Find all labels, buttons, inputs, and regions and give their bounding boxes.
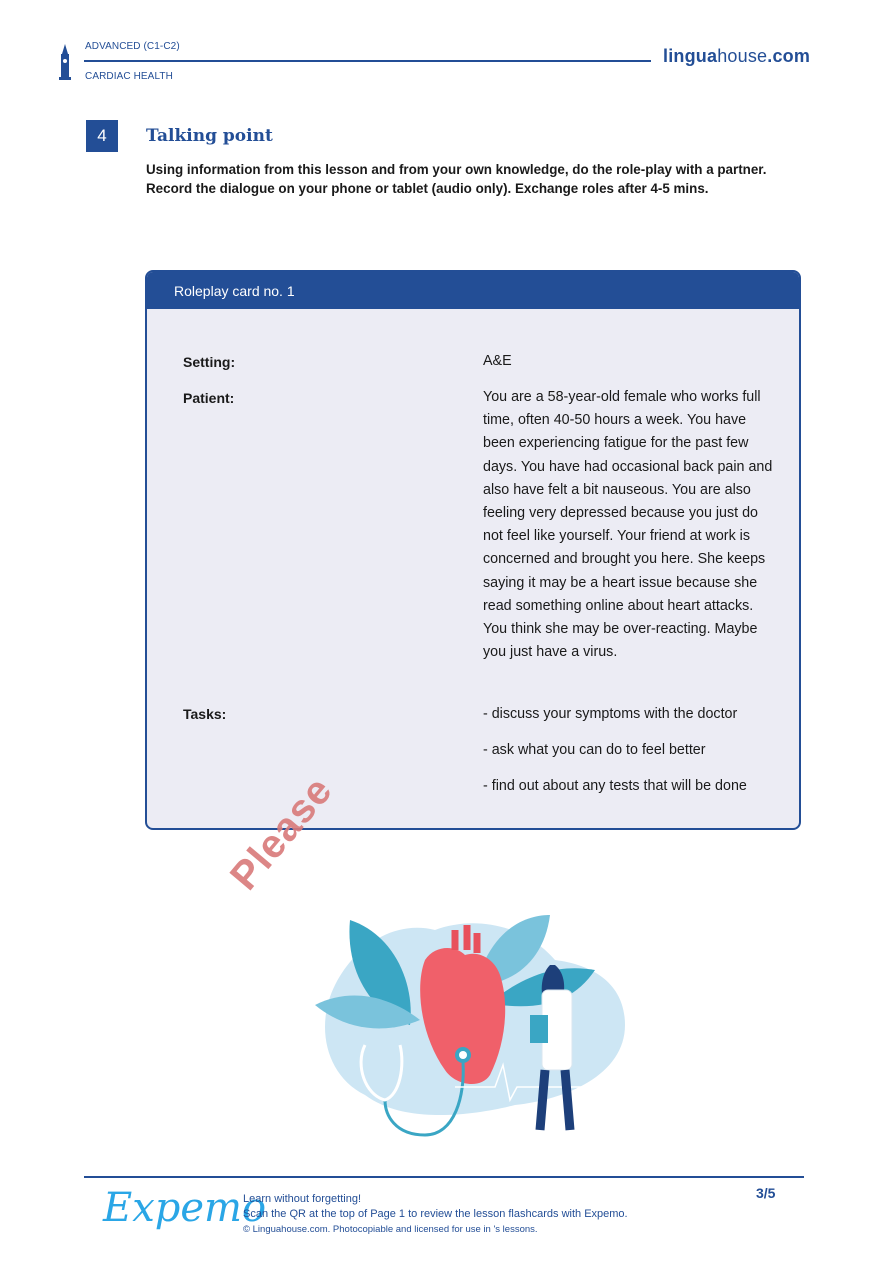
card-title: Roleplay card no. 1 <box>174 282 295 299</box>
footer-scan-note: Scan the QR at the top of Page 1 to review the lesson flashcards with Expemo. <box>243 1208 628 1220</box>
linguahouse-logo[interactable] <box>663 46 810 67</box>
logo-suffix: .com <box>767 46 811 66</box>
topic-label: CARDIAC HEALTH <box>85 71 173 82</box>
footer-divider <box>84 1176 804 1178</box>
logo-bold: lingua <box>663 46 718 66</box>
big-ben-icon <box>58 44 72 80</box>
patient-value: You are a 58-year-old female who works full time, often 40-50 hours a week. You have been experiencing fatigue for the past few days. You have had occasional back pain and also have felt a bit nauseous. You are also feeling very depressed because you just do not feel like yourself. Your friend at work is concerned and brought you here. She keeps saying it may be a heart issue because she read something online about heart attacks. You think she may be over-reacting. Maybe you just have a virus. <box>483 389 773 661</box>
task-item: - ask what you can do to feel better <box>483 742 706 758</box>
footer-tagline: Learn without forgetting! <box>243 1193 362 1205</box>
section-instructions: Using information from this lesson and from your own knowledge, do the role-play with a partner. Record the dialogue on your phone or tablet (audio only). Exchange roles after 4-5 mins. <box>146 162 767 196</box>
footer-copyright: © Linguahouse.com. Photocopiable and licensed for use in 's lessons. <box>243 1224 538 1235</box>
task-item: - discuss your symptoms with the doctor <box>483 706 738 722</box>
logo-light: house <box>717 46 768 66</box>
tasks-label: Tasks: <box>183 706 227 722</box>
roleplay-card <box>145 270 801 830</box>
card-header <box>147 272 799 309</box>
task-item: - find out about any tests that will be done <box>483 778 747 794</box>
header-divider <box>84 60 651 62</box>
page-number: 3/5 <box>756 1185 776 1201</box>
footer-text <box>243 1192 628 1237</box>
section-number: 4 <box>86 120 118 152</box>
watermark-text: Please <box>222 768 342 899</box>
patient-label: Patient: <box>183 390 235 406</box>
section-title: Talking point <box>146 126 273 146</box>
expemo-logo[interactable]: Expemo <box>103 1185 267 1231</box>
heart-doctor-illustration <box>305 905 635 1145</box>
setting-value: A&E <box>483 353 512 369</box>
level-label: ADVANCED (C1-C2) <box>85 41 180 52</box>
setting-label: Setting: <box>183 354 236 370</box>
